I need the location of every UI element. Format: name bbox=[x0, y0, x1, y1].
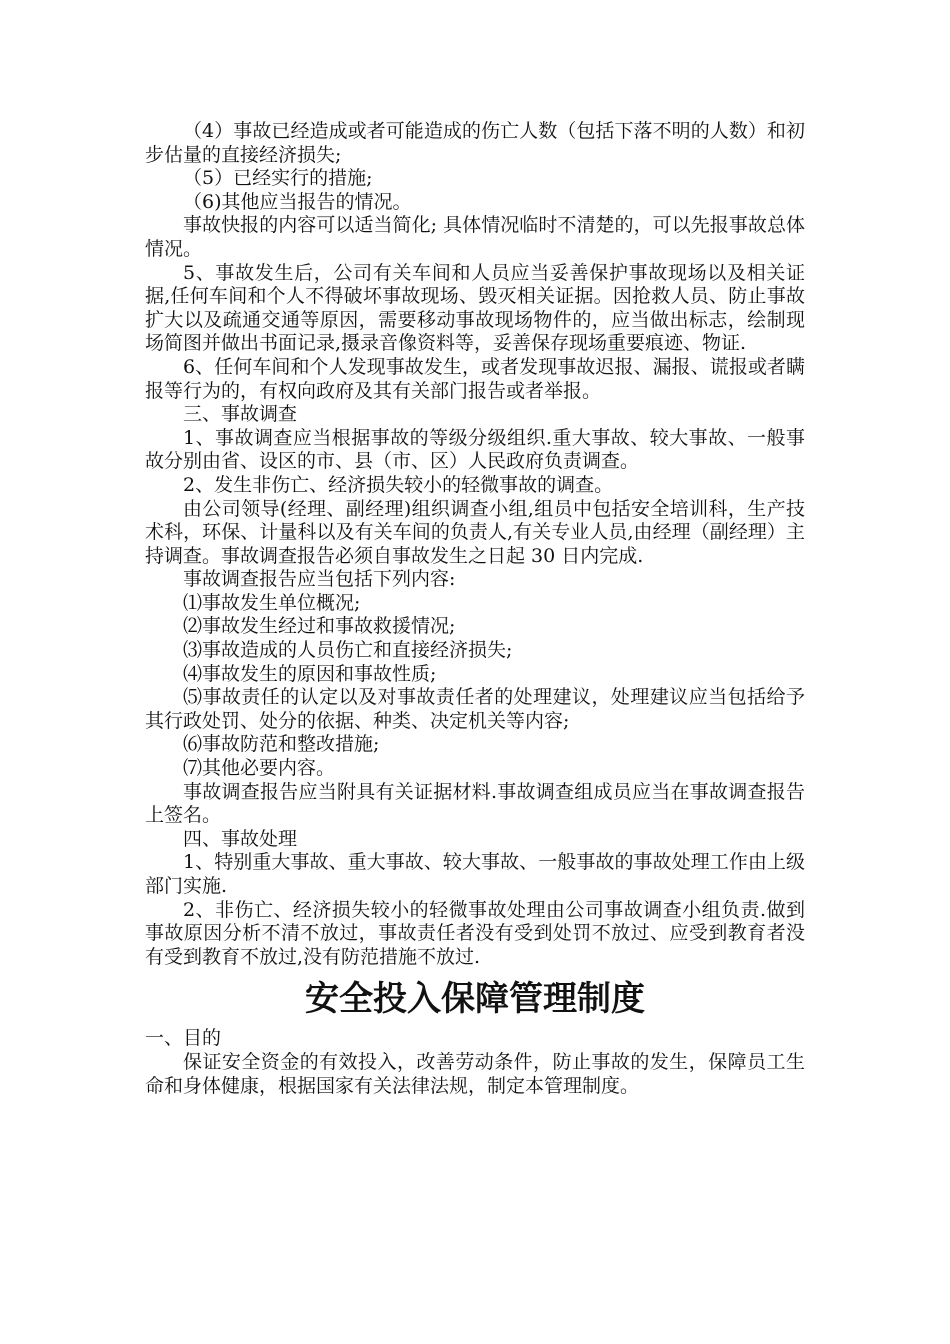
document-page bbox=[145, 120, 805, 1098]
paragraph-investigation-team: 由公司领导(经理、副经理)组织调查小组,组员中包括安全培训科，生产技术科，环保、计量科以及有关车间的负责人,有关专业人员,由经理（副经理）主持调查。事故调查报告必须自事故发生之日起 30 日内完成. bbox=[145, 497, 805, 567]
list-item: ⑷事故发生的原因和事故性质; bbox=[183, 662, 437, 685]
paragraph-measures-taken: （5）已经实行的措施; bbox=[183, 167, 373, 190]
list-item: ⑺其他必要内容。 bbox=[183, 757, 336, 780]
heading-accident-handling: 四、事故处理 bbox=[183, 827, 298, 850]
paragraph-handling-major: 1、特别重大事故、重大事故、较大事故、一般事故的事故处理工作由上级部门实施. bbox=[145, 851, 805, 897]
list-item: ⑹事故防范和整改措施; bbox=[183, 733, 380, 756]
paragraph-minor-investigation: 2、发生非伤亡、经济损失较小的轻微事故的调查。 bbox=[183, 473, 614, 496]
document-title: 安全投入保障管理制度 bbox=[305, 979, 645, 1020]
paragraph-purpose: 保证安全资金的有效投入，改善劳动条件，防止事故的发生，保障员工生命和身体健康，根据国家有关法律法规，制定本管理制度。 bbox=[145, 1050, 805, 1097]
list-item: ⑶事故造成的人员伤亡和直接经济损失; bbox=[183, 639, 513, 662]
list-item: ⑸事故责任的认定以及对事故责任者的处理建议，处理建议应当包括给予其行政处罚、处分的依据、种类、决定机关等内容; bbox=[145, 686, 805, 732]
list-item: ⑵事故发生经过和事故救援情况; bbox=[183, 615, 456, 638]
paragraph-protect-scene: 5、事故发生后，公司有关车间和人员应当妥善保护事故现场以及相关证据,任何车间和个人不得破坏事故现场、毁灭相关证据。因抢救人员、防止事故扩大以及疏通交通等原因，需要移动事故现场物件的，应当做出标志，绘制现场简图并做出书面记录,摄录音像资料等，妥善保存现场重要痕迹、物证. bbox=[145, 261, 805, 355]
paragraph-quick-report: 事故快报的内容可以适当简化; 具体情况临时不清楚的，可以先报事故总体情况。 bbox=[145, 214, 805, 260]
heading-purpose: 一、目的 bbox=[145, 1027, 222, 1050]
paragraph-casualty-count: （4）事故已经造成或者可能造成的伤亡人数（包括下落不明的人数）和初步估量的直接经济损失; bbox=[145, 120, 805, 166]
paragraph-report-contents: 事故调查报告应当包括下列内容: bbox=[183, 568, 456, 591]
paragraph-report-right: 6、任何车间和个人发现事故发生，或者发现事故迟报、漏报、谎报或者瞒报等行为的，有权向政府及其有关部门报告或者举报。 bbox=[145, 355, 805, 402]
list-item: ⑴事故发生单位概况; bbox=[183, 591, 361, 614]
paragraph-other-reports: （6)其他应当报告的情况。 bbox=[183, 190, 412, 213]
paragraph-investigation-levels: 1、事故调查应当根据事故的等级分级组织.重大事故、较大事故、一般事故分别由省、设区的市、县（市、区）人民政府负责调查。 bbox=[145, 426, 805, 473]
paragraph-handling-minor: 2、非伤亡、经济损失较小的轻微事故处理由公司事故调查小组负责.做到事故原因分析不清不放过，事故责任者没有受到处罚不放过、应受到教育者没有受到教育不放过,没有防范措施不放过. bbox=[145, 898, 805, 968]
heading-accident-investigation: 三、事故调查 bbox=[183, 403, 298, 426]
paragraph-report-signature: 事故调查报告应当附具有关证据材料.事故调查组成员应当在事故调查报告上签名。 bbox=[145, 780, 805, 827]
